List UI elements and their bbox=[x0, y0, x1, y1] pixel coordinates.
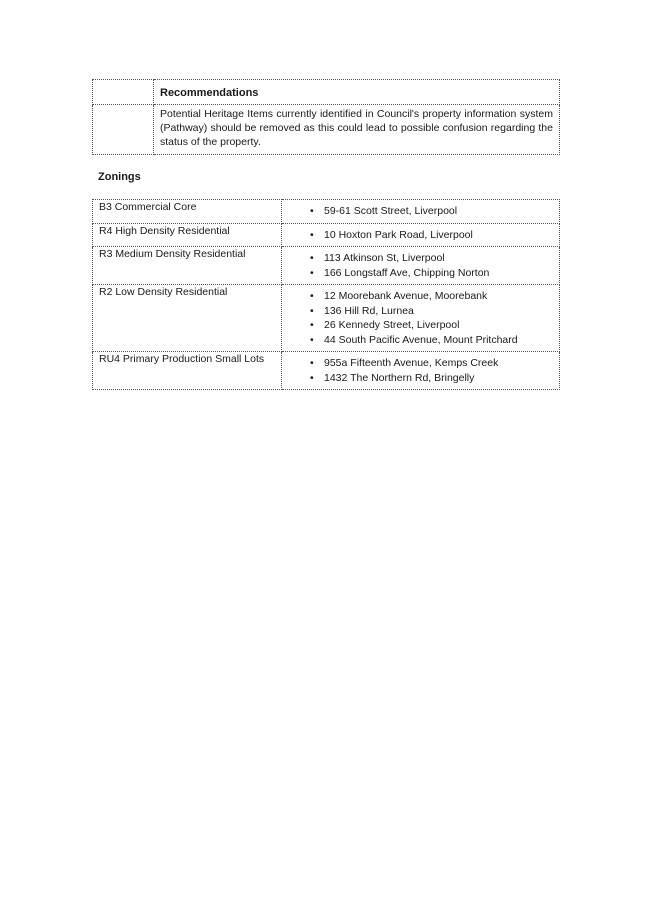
address-text: 44 South Pacific Avenue, Mount Pritchard bbox=[324, 333, 518, 346]
recommendations-blank-cell bbox=[93, 80, 154, 105]
list-item bbox=[288, 228, 553, 243]
address-text: 59-61 Scott Street, Liverpool bbox=[324, 205, 458, 217]
address-text: 113 Atkinson St, Liverpool bbox=[324, 252, 445, 264]
table-row bbox=[93, 247, 560, 285]
address-text: 12 Moorebank Avenue, Moorebank bbox=[324, 290, 488, 302]
recommendations-heading: Recommendations bbox=[154, 80, 560, 105]
table-row bbox=[93, 223, 560, 247]
bullet-icon: • bbox=[310, 205, 314, 217]
address-text: 1432 The Northern Rd, Bringelly bbox=[324, 371, 475, 384]
address-text: 955a Fifteenth Avenue, Kemps Creek bbox=[324, 357, 499, 369]
zone-name-cell: R4 High Density Residential bbox=[93, 223, 282, 247]
zone-addresses-cell bbox=[282, 247, 560, 285]
recommendations-blank-cell bbox=[93, 105, 154, 155]
bullet-icon: • bbox=[310, 252, 314, 264]
list-item bbox=[288, 318, 553, 333]
recommendations-text: Potential Heritage Items currently identified in Council's property information system (Pathway) should be removed as this could lead to possible confusion regarding the status of the property. bbox=[154, 105, 560, 155]
zone-addresses-cell bbox=[282, 285, 560, 352]
bullet-icon: • bbox=[310, 357, 314, 369]
address-list bbox=[288, 251, 553, 280]
zone-addresses-cell bbox=[282, 352, 560, 390]
bullet-icon: • bbox=[310, 333, 314, 346]
list-item bbox=[288, 251, 553, 266]
address-list bbox=[288, 356, 553, 385]
address-text: 136 Hill Rd, Lurnea bbox=[324, 304, 414, 317]
list-item bbox=[288, 289, 553, 304]
address-text: 166 Longstaff Ave, Chipping Norton bbox=[324, 266, 490, 279]
address-list bbox=[288, 204, 553, 219]
zone-name-cell: R2 Low Density Residential bbox=[93, 285, 282, 352]
zone-name-cell: B3 Commercial Core bbox=[93, 200, 282, 224]
list-item bbox=[288, 333, 553, 348]
zone-addresses-cell bbox=[282, 223, 560, 247]
bullet-icon: • bbox=[310, 319, 314, 331]
list-item bbox=[288, 304, 553, 319]
list-item bbox=[288, 371, 553, 386]
bullet-icon: • bbox=[310, 371, 314, 384]
bullet-icon: • bbox=[310, 304, 314, 317]
table-row bbox=[93, 352, 560, 390]
address-list bbox=[288, 289, 553, 347]
bullet-icon: • bbox=[310, 266, 314, 279]
recommendations-table bbox=[92, 79, 560, 155]
list-item bbox=[288, 266, 553, 281]
zone-addresses-cell bbox=[282, 200, 560, 224]
address-text: 10 Hoxton Park Road, Liverpool bbox=[324, 228, 473, 241]
list-item bbox=[288, 204, 553, 219]
table-row bbox=[93, 285, 560, 352]
bullet-icon: • bbox=[310, 290, 314, 302]
list-item bbox=[288, 356, 553, 371]
address-text: 26 Kennedy Street, Liverpool bbox=[324, 319, 460, 331]
zonings-heading: Zonings bbox=[98, 171, 141, 183]
zone-name-cell: RU4 Primary Production Small Lots bbox=[93, 352, 282, 390]
address-list bbox=[288, 228, 553, 243]
bullet-icon: • bbox=[310, 228, 314, 241]
zone-name-cell: R3 Medium Density Residential bbox=[93, 247, 282, 285]
table-row bbox=[93, 200, 560, 224]
zonings-table bbox=[92, 199, 560, 390]
